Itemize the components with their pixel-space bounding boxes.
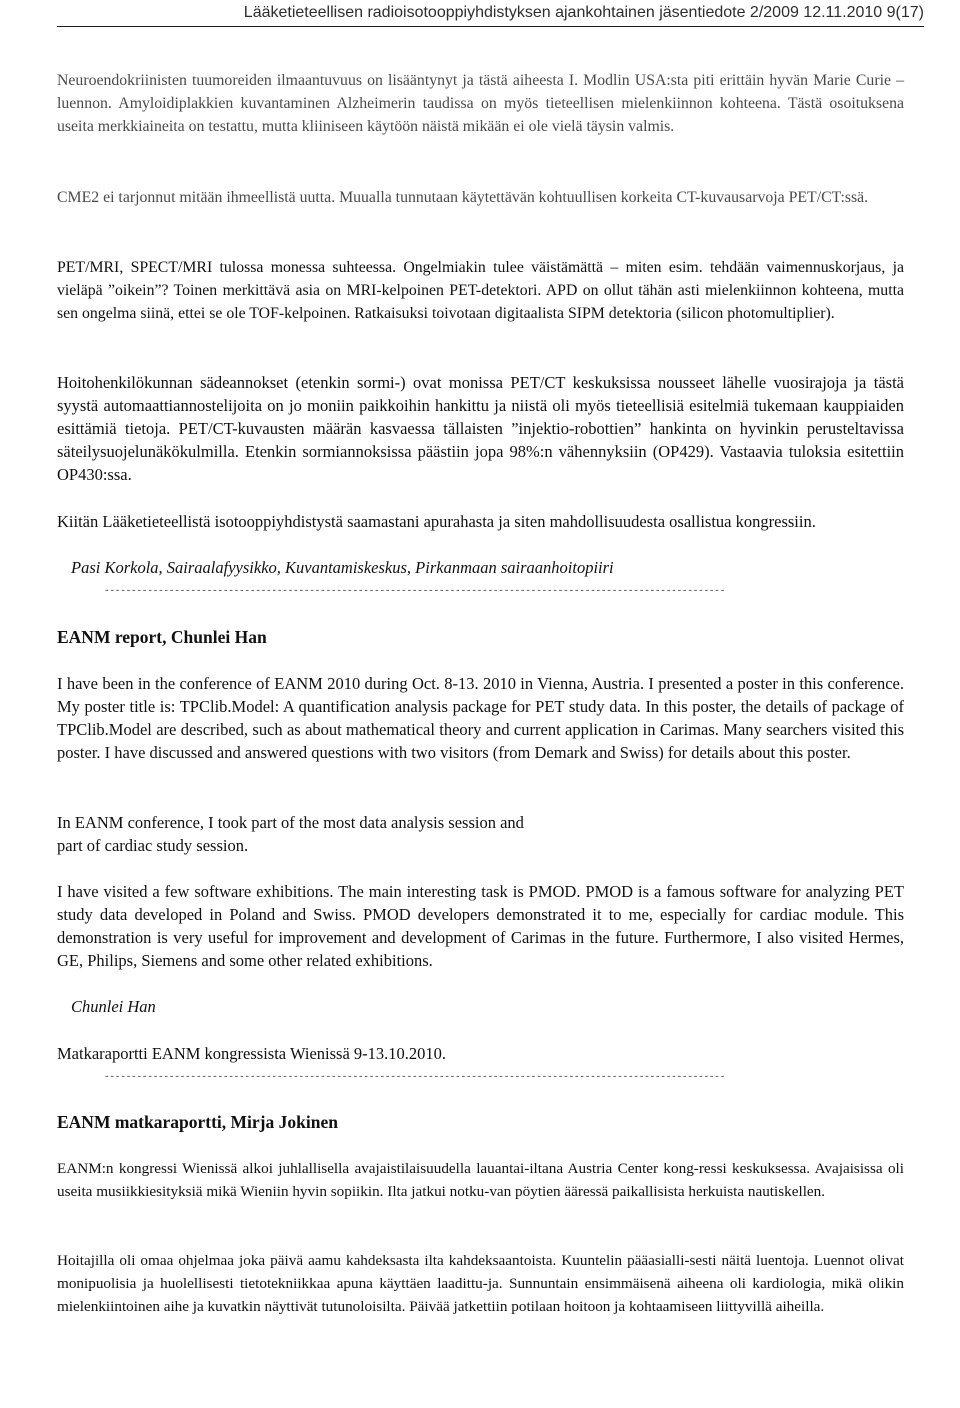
separator-line-2: ------------------------------------------------------------------------------------------------------------------- (104, 1071, 726, 1082)
paragraph-exhibitions: I have visited a few software exhibitions. The main interesting task is PMOD. PMOD is a famous software for analyzing PET study data developed in Poland and Swiss. PMOD developers demonstrated it to me, especially for cardiac module. This demonstration is very useful for improvement and development of Carimas in the future. Furthermore, I also visited Hermes, GE, Philips, Siemens and some other related exhibitions. (57, 882, 904, 970)
paragraph-opening-ceremony: EANM:n kongressi Wienissä alkoi juhlallisella avajaistilaisuudella lauantai-iltana Austria Center kong-ressi keskuksessa. Avajaisissa oli useita musiikkiesityksiä mikä Wieniin hyvin sopiikin. Ilta jatkui notku-van pöytien ääressä paikallisista herkuista nautiskellen. (57, 1160, 904, 1200)
paragraph-staff-doses: Hoitohenkilökunnan sädeannokset (etenkin sormi-) ovat monissa PET/CT keskuksissa nousseet lähelle vuosirajoja ja tästä syystä automaattiannostelijoita on jo moniin paikkoihin hankittu ja niistä oli myös tieteellisiä esitelmiä tukemaan kauppiaiden esittämiä tietoja. PET/CT-kuvausten määrän kasvaessa tällaisten ”injektio-robottien” hankinta on hyvinkin perusteltavissa säteilysuojelunäkökulmilla. Etenkin sormiannoksissa päästiin jopa 98%:n vähennyksiin (OP429). Vastaavia tuloksia esitettiin OP430:ssa. (57, 373, 904, 484)
paragraph-pet-mri: PET/MRI, SPECT/MRI tulossa monessa suhteessa. Ongelmiakin tulee väistämättä – miten esim. tehdään vaimennuskorjaus, ja vieläpä ”oikein”? Toinen merkittävä asia on MRI-kelpoinen PET-detektori. APD on ollut tähän asti mielenkiinnon kohteena, mutta sen ongelma siinä, ettei se ole TOF-kelpoinen. Ratkaisuksi toivotaan digitaalista SIPM detektoria (silicon photomultiplier). (57, 259, 904, 322)
heading-eanm-report: EANM report, Chunlei Han (57, 627, 267, 647)
paragraph-eanm-poster: I have been in the conference of EANM 2010 during Oct. 8-13. 2010 in Vienna, Austria. I presented a poster in this conference. My poster title is: TPClib.Model: A quantification analysis package for PET study data. In this poster, the details of package of TPClib.Model are described, such as about mathematical theory and current application in Carimas. Many searchers visited this poster. I have discussed and answered questions with two visitors (from Demark and Swiss) for details about this poster. (57, 674, 904, 762)
travel-report-note: Matkaraportti EANM kongressista Wienissä 9-13.10.2010. (57, 1044, 447, 1063)
paragraph-thanks: Kiitän Lääketieteellistä isotooppiyhdistystä saamastani apurahasta ja siten mahdollisuudesta osallistua kongressiin. (57, 512, 816, 531)
paragraph-cme2: CME2 ei tarjonnut mitään ihmeellistä uutta. Muualla tunnutaan käytettävän kohtuullisen korkeita CT-kuvausarvoja PET/CT:ssä. (57, 189, 869, 206)
signature-chunlei-han: Chunlei Han (71, 997, 156, 1016)
signature-pasi-korkola: Pasi Korkola, Sairaalafyysikko, Kuvantamiskeskus, Pirkanmaan sairaanhoitopiiri (71, 558, 614, 577)
paragraph-sessions-line-1: In EANM conference, I took part of the most data analysis session and (57, 813, 524, 832)
running-header: Lääketieteellisen radioisotooppiyhdistyksen ajankohtainen jäsentiedote 2/2009 12.11.2010 9(17) (57, 2, 924, 27)
paragraph-neuroendocrine: Neuroendokriinisten tuumoreiden ilmaantuvuus on lisääntynyt ja tästä aiheesta I. Modlin USA:sta piti erittäin hyvän Marie Curie –luennon. Amyloidiplakkien kuvantaminen Alzheimerin taudissa on myös tieteellisen mielenkiinnon kohteena. Tästä osoituksena useita merkkiaineita on testattu, mutta kliiniseen käytöön näistä mikään ei ole vielä täysin valmis. (57, 72, 904, 135)
separator-line: ------------------------------------------------------------------------------------------------------------------- (104, 585, 726, 596)
paragraph-sessions-line-2: part of cardiac study session. (57, 836, 249, 855)
paragraph-nurses-program: Hoitajilla oli omaa ohjelmaa joka päivä aamu kahdeksasta ilta kahdeksaantoista. Kuuntelin pääasialli-sesti näitä luentoja. Luennot olivat monipuolisia ja huolellisesti tietotekniikkaa apuna käyttäen laadittu-ja. Sunnuntain ensimmäisenä aiheena oli kardiologia, mikä olikin mielenkiintoinen aihe ja kuvatkin näyttivät tutunoloisilta. Päivää jatkettiin potilaan hoitoon ja kohtaamiseen liittyvillä aiheilla. (57, 1252, 904, 1315)
heading-mirja-jokinen: EANM matkaraportti, Mirja Jokinen (57, 1112, 338, 1132)
